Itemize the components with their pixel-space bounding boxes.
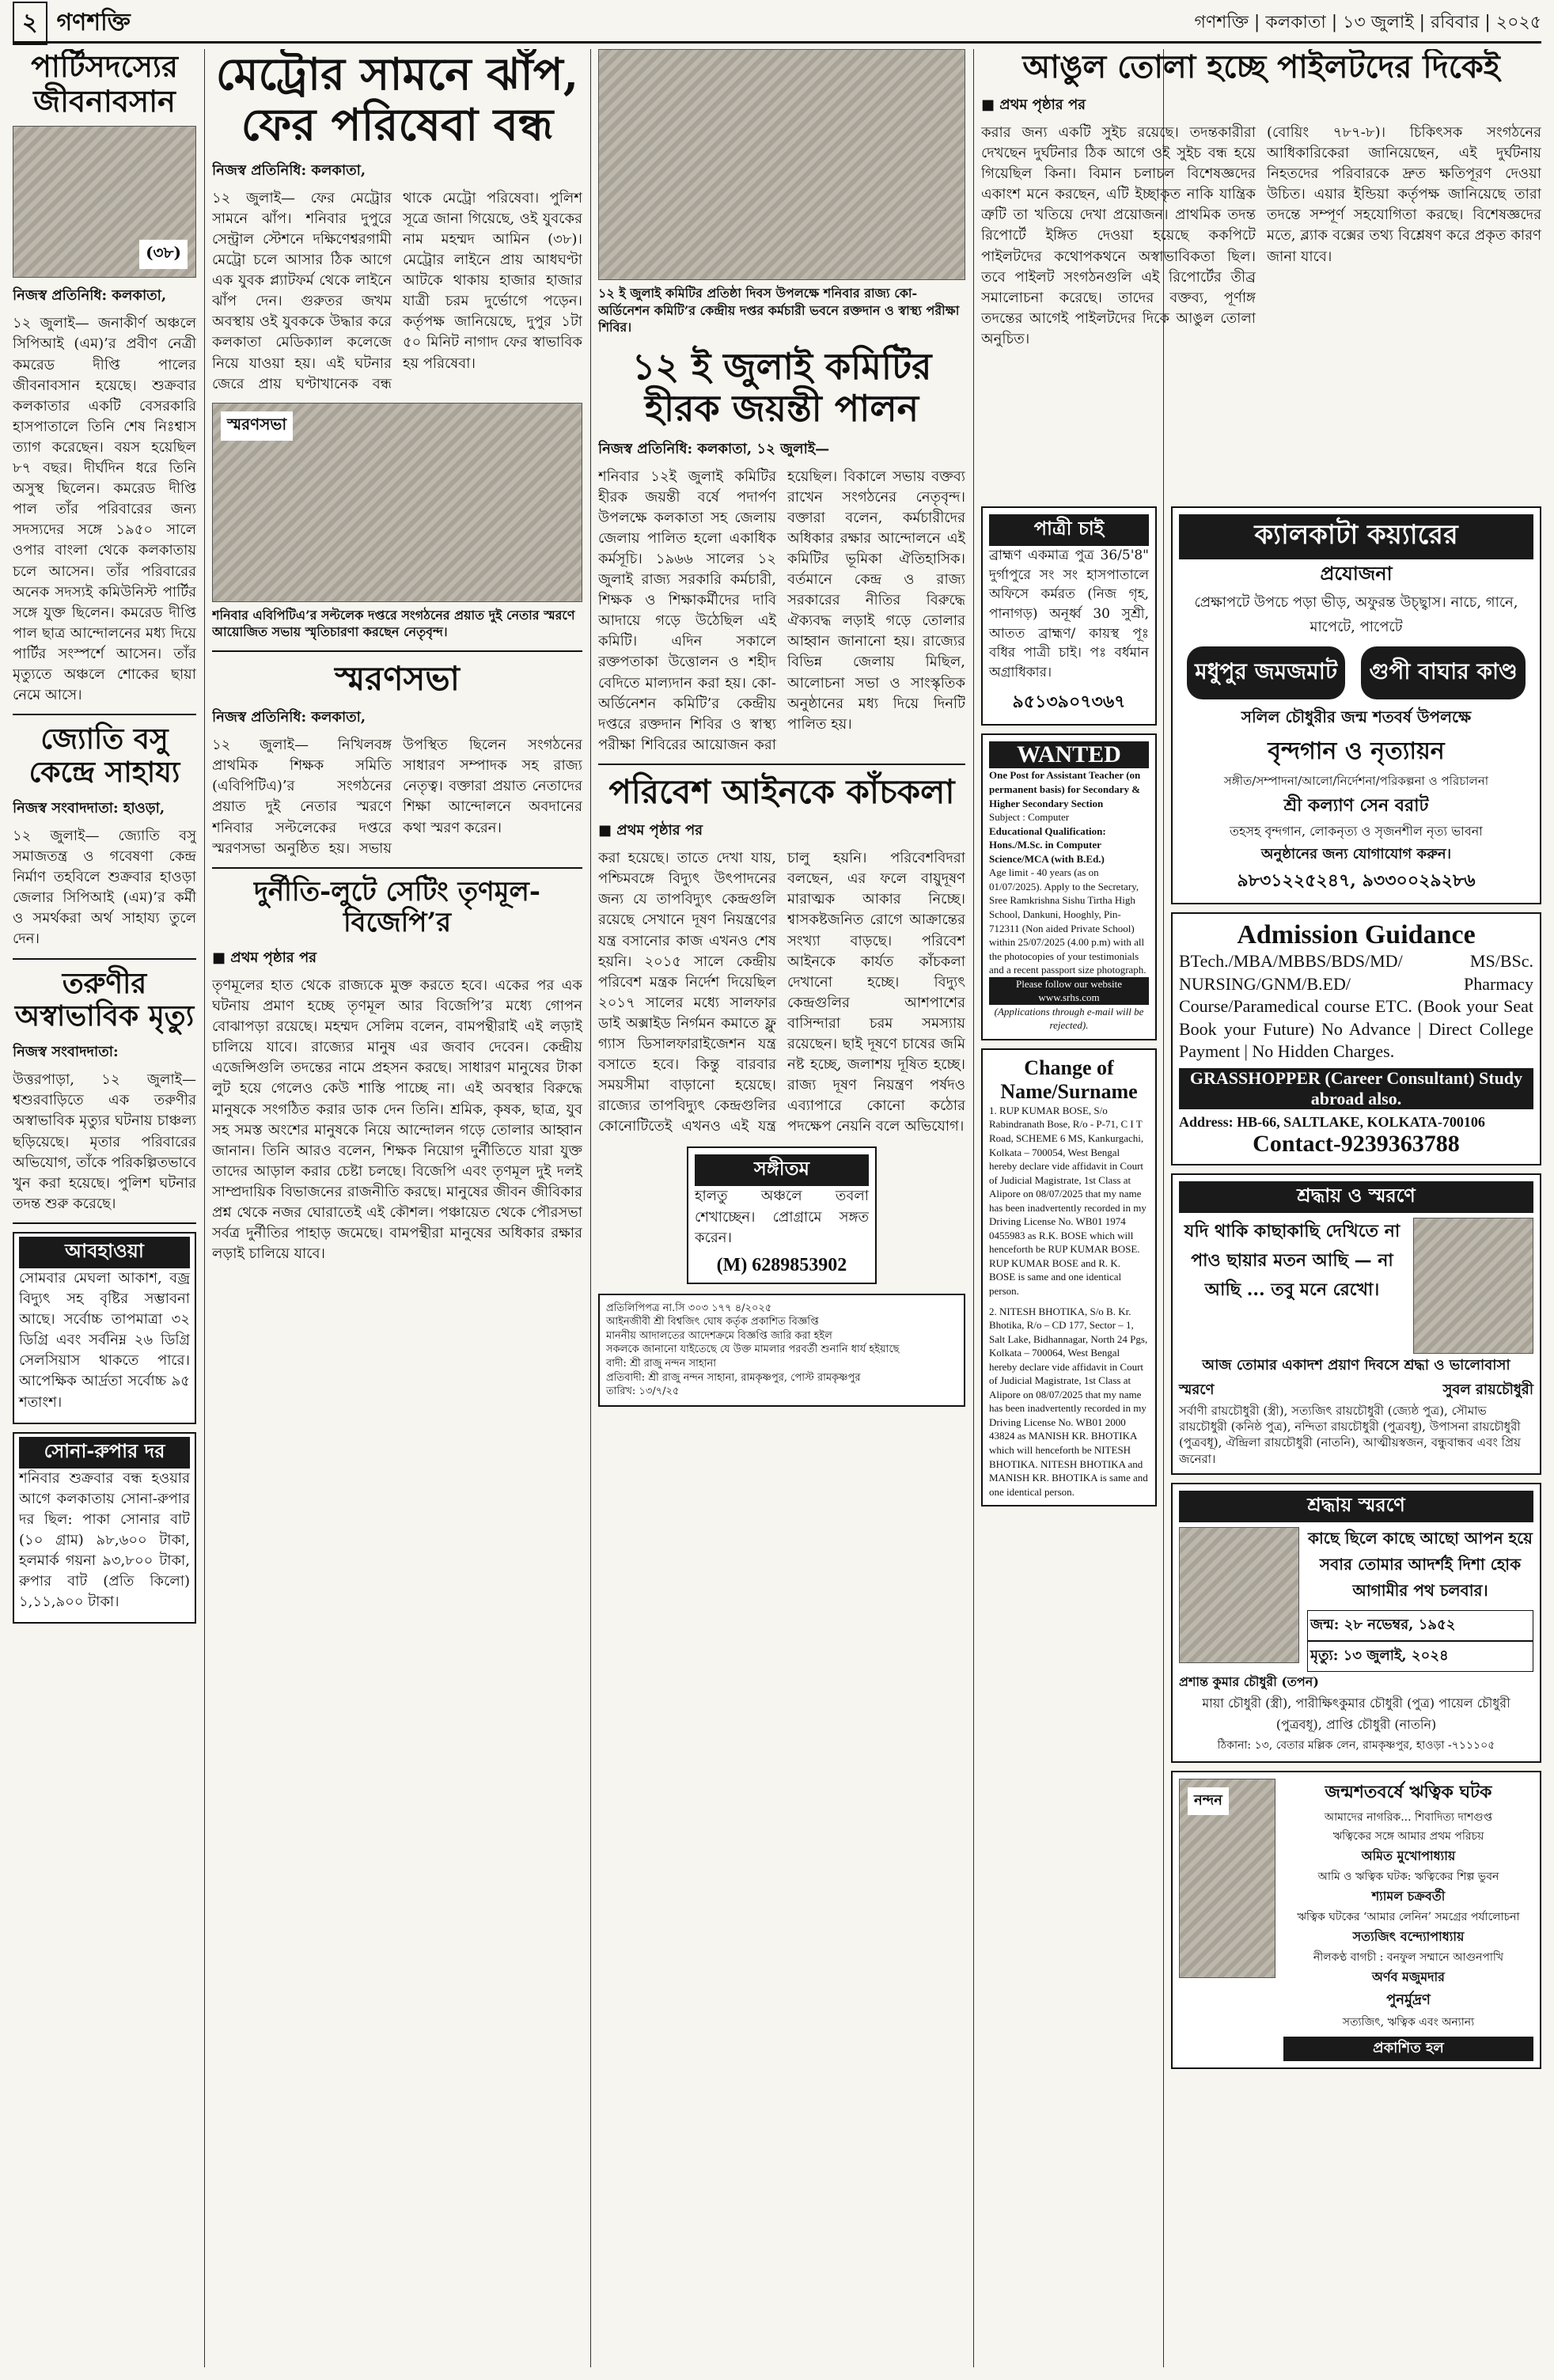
article-body: ১২ জুলাই— ফের মেট্রোর সামনে ঝাঁপ। শনিবার দুপুরে সেন্ট্রাল স্টেশনে দক্ষিণেশ্বরগামী মেট্রো চলে আসার ঠিক আগে এক যুবক প্ল্যাটফর্ম থেকে লাইনে ঝাঁপ দেন। গুরুতর জখম অবস্থায় ওই যুবককে উদ্ধার করে কলকাতা মেডিক্যাল কলেজে নিয়ে যাওয়া হয়। এই ঘটনার জেরে প্রায় ঘণ্টাখানেক বন্ধ থাকে মেট্রো পরিষেবা। পুলিশ সূত্রে জানা গিয়েছে, ওই যুবকের নাম মহম্মদ আমিন (৩৮)। মেট্রোর লাইনে প্রায় আধঘণ্টা আটকে থাকায় হাজার হাজার যাত্রী চরম দুর্ভোগে পড়েন। কর্তৃপক্ষ জানিয়েছে, দুপুর ১টা ৫০ মিনিট নাগাদ ফের স্বাভাবিক হয় পরিষেবা। [212, 189, 582, 392]
memorial-died: মৃত্যু: ১৩ জুলাই, ২০২৪ [1307, 1641, 1533, 1672]
calcutta-choir-ad [1171, 506, 1541, 904]
byline: নিজস্ব সংবাদদাতা: হাওড়া, [13, 799, 165, 817]
kicker: ■ প্রথম পৃষ্ঠার পর [981, 97, 1086, 113]
article-body: তৃণমূলের হাত থেকে রাজ্যকে মুক্ত করতে হবে। একের পর এক ঘটনায় প্রমাণ হচ্ছে তৃণমূল আর বিজেপি’র মধ্যে গোপন বোঝাপড়া রয়েছে। মহম্মদ সেলিম বলেন, বামপন্থীরাই এই লড়াই চালিয়ে যাবে। রাজ্যের মানুষ এর জবাব দেবেন। কেন্দ্রীয় এজেন্সিগুলি তদন্তের নামে প্রহসন করছে। সাধারণ মানুষের টাকা লুট হয়ে গেলেও কেউ শাস্তি পাচ্ছে না। এই অবস্থার বিরুদ্ধে মানুষকে সংগঠিত করার ডাক দেন তিনি। শ্রমিক, কৃষক, ছাত্র, যুব সহ সমস্ত অংশের মানুষকে নিয়ে আন্দোলন গড়ে তোলার আহ্বান জানান। তিনি আরও বলেন, শিক্ষক নিয়োগ দুর্নীতিতে যারা যুক্ত তাদের আড়াল করার চেষ্টা চলছে। বিজেপি এবং তৃণমূল দুই দলই সাম্প্রদায়িক বিভাজনের রাজনীতি করছে। মানুষের জীবন জীবিকার প্রশ্ন থেকে নজর ঘোরাতেই এই কৌশল। পঞ্চায়েত থেকে পৌরসভা সর্বত্র দুর্নীতির পাহাড় জমেছে। বামপন্থীরা মানুষের অধিকার রক্ষার লড়াই চালিয়ে যাবে। [212, 976, 582, 1263]
magazine-line: অর্ণব মজুমদার [1372, 1969, 1445, 1984]
page-number: ২ [13, 2, 47, 45]
name-change-notice [981, 1048, 1157, 1506]
magazine-line: সত্যজিৎ বন্দ্যোপাধ্যায় [1352, 1928, 1465, 1944]
byline: নিজস্ব প্রতিনিধি: কলকাতা, [212, 161, 366, 179]
memorial-title: শ্রদ্ধায় ও স্মরণে [1179, 1181, 1533, 1213]
byline: নিজস্ব প্রতিনিধি: কলকাতা, [13, 287, 167, 305]
ad-line: শ্রী কল্যাণ সেন বরাট [1283, 795, 1429, 816]
story-top-right [981, 49, 1541, 492]
headline: পরিবেশ আইনকে কাঁচকলা [608, 771, 955, 811]
gold-rate-title: সোনা-রুপার দর [19, 1437, 190, 1469]
photo-caption: শনিবার এবিপিটিএ’র সল্টলেক দপ্তরে সংগঠনের প্রয়াত দুই নেতার স্মরণে আয়োজিত সভায় স্মৃতিচারণা করছেন নেতৃবৃন্দ। [212, 607, 575, 640]
column-2 [212, 49, 582, 2367]
ad-line: তহসহ বৃন্দগান, লোকনৃত্য ও সৃজনশীল নৃত্য ভাবনা [1230, 824, 1483, 839]
event-photo [598, 49, 965, 280]
memorial-born: জন্ম: ২৮ নভেম্বর, ১৯৫২ [1307, 1610, 1533, 1641]
kicker: ■ প্রথম পৃষ্ঠার পর [598, 822, 703, 839]
gold-rate-box [13, 1432, 196, 1624]
column-rule [973, 49, 974, 2367]
name-change-title: Change of Name/Surname [1000, 1055, 1138, 1103]
wanted-post: One Post for Assistant Teacher (on permanent basis) for Secondary & Higher Secondary Section [989, 769, 1141, 809]
wanted-note: (Applications through e-mail will be rejected). [994, 1005, 1144, 1032]
magazine-line: শ্যামল চক্রবর্তী [1371, 1888, 1446, 1904]
magazine-line: অমিত মুখোপাধ্যায় [1361, 1848, 1456, 1863]
byline: নিজস্ব প্রতিনিধি: কলকাতা, ১২ জুলাই— [598, 440, 830, 457]
column-rule [590, 49, 591, 2367]
wanted-qualification: Educational Qualification: Hons./M.Sc. in Computer Science/MCA (with B.Ed.) [989, 824, 1106, 865]
column-1 [13, 49, 196, 2367]
kicker: ■ প্রথম পৃষ্ঠার পর [212, 949, 317, 966]
article-body: করা হয়েছে। তাতে দেখা যায়, পশ্চিমবঙ্গে বিদ্যুৎ উৎপাদনের জন্য যে তাপবিদ্যুৎ কেন্দ্রগুলি রয়েছে সেখানে দূষণ নিয়ন্ত্রণের যন্ত্র বসানোর কাজ এখনও শেষ হয়নি। ২০১৫ সালে কেন্দ্রীয় পরিবেশ মন্ত্রক নির্দেশ দিয়েছিল ২০১৭ সালের মধ্যে সালফার ডাই অক্সাইড নির্গমন কমাতে ফ্লু গ্যাস ডিসালফারাইজেশন যন্ত্র বসাতে হবে। কিন্তু বারবার সময়সীমা বাড়ানো হয়েছে। রাজ্যের তাপবিদ্যুৎ কেন্দ্রগুলির কোনোটিতেই এখনও এই যন্ত্র চালু হয়নি। পরিবেশবিদরা বলছেন, এর ফলে বায়ুদূষণ মারাত্মক আকার নিচ্ছে। শ্বাসকষ্টজনিত রোগে আক্রান্তের সংখ্যা বাড়ছে। পরিবেশ আইনকে কার্যত কাঁচকলা দেখানো হচ্ছে। বিদ্যুৎ কেন্দ্রগুলির আশপাশের বাসিন্দারা চরম সমস্যায় রয়েছেন। ছাই দূষণে চাষের জমি নষ্ট হচ্ছে, জলাশয় দূষিত হচ্ছে। রাজ্য দূষণ নিয়ন্ত্রণ পর্ষদও এব্যাপারে কোনো কঠোর পদক্ষেপ নেয়নি বলে অভিযোগ। [598, 850, 965, 1135]
wanted-website: Please follow our website www.srhs.com [989, 977, 1149, 1005]
memorial-line: আজ তোমার একাদশ প্রয়াণ দিবসে শ্রদ্ধা ও ভালোবাসা [1202, 1356, 1510, 1374]
memorial-notice-1 [1171, 1173, 1541, 1475]
admission-title: Admission Guidance [1237, 920, 1476, 949]
memorial-family: মায়া চৌধুরী (স্ত্রী), পারীক্ষিৎকুমার চৌধুরী (পুত্র) পায়েল চৌধুরী (পুত্রবধূ), প্রাপ্তি চৌধুরী (নাতনি) [1202, 1695, 1510, 1732]
weather-title: আবহাওয়া [19, 1237, 190, 1268]
headline: মেট্রোর সামনে ঝাঁপ, ফের পরিষেবা বন্ধ [215, 49, 579, 152]
event-photo [212, 403, 582, 602]
music-ad [687, 1146, 877, 1283]
ad-line: সঙ্গীত/সম্পাদনা/আলো/নির্দেশনা/পরিকল্পনা ও পরিচালনা [1223, 774, 1489, 788]
magazine-line: আমি ও ঋত্বিক ঘটক: ঋত্বিকের শিল্প ভুবন [1317, 1870, 1499, 1883]
article-body: উত্তরপাড়া, ১২ জুলাই— শ্বশুরবাড়িতে এক তরুণীর অস্বাভাবিক মৃত্যুর ঘটনায় চাঞ্চল্য ছড়িয়েছে। মৃতার পরিবারের অভিযোগ, তাঁকে পরিকল্পিতভাবে খুন করা হয়েছে। পুলিশ ঘটনার তদন্ত শুরু করেছে। [13, 1071, 196, 1212]
memorial-remember: স্মরণে [1179, 1381, 1215, 1398]
show-name-1: মধুপুর জমজমাট [1187, 646, 1345, 699]
ad-phone: ৯৮৩১২২৫২৪৭, ৯৩৩০০২৯২৮৬ [1237, 870, 1476, 891]
headline: পার্টিসদস্যের জীবনাবসান [31, 49, 178, 119]
classified-phone: ৯৫১৩৯০৭৩৬৭ [1012, 692, 1126, 713]
magazine-line: আমাদের নাগরিক... শিবাদিত্য দাশগুপ্ত [1324, 1810, 1493, 1824]
article-body: ১২ জুলাই— জনাকীর্ণ অঞ্চলে সিপিআই (এম)’র প্রবীণ নেত্রী কমরেড দীপ্তি পালের জীবনাবসান হয়েছে। শুক্রবার কলকাতার একটি বেসরকারি হাসপাতালে তিনি শেষ নিঃশ্বাস ত্যাগ করেছেন। বয়স হয়েছিল ৮৭ বছর। দীর্ঘদিন ধরে তিনি অসুস্থ ছিলেন। কমরেড দীপ্তি পাল তাঁর পরিবারের জন্য সদস্যদের সঙ্গে ১৯৫০ সালে ওপার বাংলা থেকে কলকাতায় চলে আসেন। তাঁর পরিবারের অনেক সদস্যই কমিউনিস্ট পার্টির সঙ্গে যুক্ত ছিলেন। কমরেড দীপ্তি পাল ছাত্র আন্দোলনের মধ্য দিয়ে পার্টির সংস্পর্শে আসেন। তাঁর মৃত্যুতে অঞ্চলে শোকের ছায়া নেমে আসে। [13, 315, 196, 704]
memorial-poem: যদি থাকি কাছাকাছি দেখিতে না পাও ছায়ার মতন আছি — না আছি ... তবু মনে রেখো। [1184, 1220, 1400, 1300]
wanted-title: WANTED [989, 741, 1149, 768]
magazine-line: পুনর্মুদ্রণ [1386, 1991, 1431, 2008]
weather-box [13, 1232, 196, 1424]
memorial-poem: কাছে ছিলে কাছে আছো আপন হয়ে সবার তোমার আদর্শই দিশা হোক আগামীর পথ চলবার। [1308, 1528, 1533, 1600]
dateline: গণশক্তি | কলকাতা | ১৩ জুলাই | রবিবার | ২০২৫ [1194, 12, 1541, 32]
article-body: করার জন্য একটি সুইচ রয়েছে। তদন্তকারীরা দেখছেন দুর্ঘটনার ঠিক আগে ওই সুইচ বন্ধ হয়ে গিয়েছিল কিনা। বিমান চলাচল বিশেষজ্ঞদের একাংশ মনে করছেন, এটি ইচ্ছাকৃত নাকি যান্ত্রিক ত্রুটি তা খতিয়ে দেখা প্রয়োজন। প্রাথমিক তদন্ত রিপোর্টে ইঙ্গিত দেওয়া হয়েছে ককপিটে পাইলটদের কথোপকথনে অস্বাভাবিকতা ছিল। তবে পাইলট সংগঠনগুলি এই রিপোর্টের তীব্র সমালোচনা করেছে। তাদের বক্তব্য, পূর্ণাঙ্গ তদন্তের আগেই পাইলটদের দিকে আঙুল তোলা অনুচিত। [981, 124, 1256, 347]
legal-notice [598, 1294, 965, 1407]
article-body: শনিবার ১২ই জুলাই কমিটির হীরক জয়ন্তী বর্ষে পদার্পণ উপলক্ষে কলকাতা সহ জেলায় জেলায় পালিত হলো একাধিক কর্মসূচি। ১৯৬৬ সালের ১২ জুলাই রাজ্য সরকারি কর্মচারী, শিক্ষক ও শিক্ষাকর্মীদের দাবি আদায়ে গড়ে উঠেছিল এই কমিটি। এদিন সকালে রক্তপতাকা উত্তোলন ও শহীদ বেদিতে মাল্যদান করা হয়। কো-অর্ডিনেশন কমিটি’র কেন্দ্রীয় দপ্তরে রক্তদান শিবির ও স্বাস্থ্য পরীক্ষা শিবিরের আয়োজন করা হয়েছিল। বিকালে সভায় বক্তব্য রাখেন সংগঠনের নেতৃবৃন্দ। বক্তারা বলেন, কর্মচারীদের অধিকার রক্ষার আন্দোলনে এই কমিটির ভূমিকা ঐতিহাসিক। বর্তমানে কেন্দ্র ও রাজ্য সরকারের নীতির বিরুদ্ধে ঐক্যবদ্ধ লড়াই গড়ে তোলার আহ্বান জানানো হয়। রাজ্যের বিভিন্ন জেলায় মিছিল, আলোচনা সভা ও সাংস্কৃতিক অনুষ্ঠানের মধ্য দিয়ে দিনটি পালিত হয়। [598, 468, 965, 753]
magazine-name: নন্দন [1188, 1787, 1229, 1815]
classified-title: পাত্রী চাই [989, 514, 1149, 546]
article-body-continued: (বোয়িং ৭৮৭-৮)। চিকিৎসক সংগঠনের আধিকারিকেরা জানিয়েছেন, এই দুর্ঘটনায় নিহতদের পরিবারকে দ্রুত ক্ষতিপূরণ দেওয়া উচিত। এয়ার ইন্ডিয়া কর্তৃপক্ষ জানিয়েছে তারা তদন্তে সম্পূর্ণ সহযোগিতা করছে। বিশেষজ্ঞদের মতে, ব্ল্যাক বক্সের তথ্য বিশ্লেষণ করে প্রকৃত কারণ জানা যাবে। [1267, 124, 1541, 265]
photo-caption: ১২ ই জুলাই কমিটির প্রতিষ্ঠা দিবস উপলক্ষে শনিবার রাজ্য কো-অর্ডিনেশন কমিটি’র কেন্দ্রীয় দপ্তর কর্মচারী ভবনে রক্তদান ও স্বাস্থ্য পরীক্ষা শিবির। [598, 286, 960, 335]
notice-line: প্রতিলিপিপত্র না.সি ৩০৩ ১৭৭ ৪/২০২৫ [606, 1302, 772, 1314]
ad-subtitle: প্রযোজনা [1320, 562, 1393, 585]
notice-line: মাননীয় আদালতের আদেশক্রমে বিজ্ঞপ্তি জারি করা হইল [606, 1329, 832, 1342]
portrait-photo [13, 126, 196, 278]
article-body: ১২ জুলাই— জ্যোতি বসু সমাজতন্ত্র ও গবেষণা কেন্দ্র নির্মাণ তহবিলে শুক্রবার হাওড়া জেলার সিপিআই (এম)’র কর্মী ও সমর্থকরা অর্থ সাহায্য তুলে দেন। [13, 827, 196, 948]
gold-rate-body: শনিবার শুক্রবার বন্ধ হওয়ার আগে কলকাতায় সোনা-রুপার দর ছিল: পাকা সোনার বাট (১০ গ্রাম) ৯৮,৬০০ টাকা, হলমার্ক গয়না ৯৩,৮০০ টাকা, রুপার বাট (প্রতি কিলো) ১,১১,৯০০ টাকা। [19, 1469, 190, 1611]
ad-line: বৃন্দগান ও নৃত্যায়ন [1268, 737, 1445, 765]
music-ad-title: সঙ্গীতম [695, 1154, 869, 1186]
magazine-footer: প্রকাশিত হল [1283, 2037, 1533, 2061]
name-change-entry-1: 1. RUP KUMAR BOSE, S/o Rabindranath Bose, R/o - P-71, C I T Road, SCHEME 6 MS, Kankurgachi, Kolkata – 700054, West Bengal hereby declare vide affidavit in Court of Judicial Magistrate, 1st Class at Alipore on 08/07/2025 that my name has been inadvertently recorded in my Driving License No. WB01 1974 0455983 as R.K. BOSE which will henceforth be RUP KUMAR BOSE. RUP KUMAR BOSE and R. K. BOSE is same and one identical person. [989, 1104, 1147, 1297]
byline: নিজস্ব সংবাদদাতা: [13, 1044, 119, 1061]
masthead [13, 5, 1541, 44]
nandan-magazine-ad [1171, 1771, 1541, 2069]
headline: জ্যোতি বসু কেন্দ্রে সাহায্য [28, 722, 180, 789]
article-body: ১২ জুলাই— নিখিলবঙ্গ প্রাথমিক শিক্ষক সমিতি (এবিপিটিএ)’র সংগঠনের প্রয়াত দুই নেতার স্মরণে শনিবার সল্টলেকের দপ্তরে স্মরণসভা অনুষ্ঠিত হয়। সভায় উপস্থিত ছিলেন সংগঠনের সাধারণ সম্পাদক সহ রাজ্য নেতৃত্ব। বক্তারা প্রয়াত নেতাদের শিক্ষা আন্দোলনে অবদানের কথা স্মরণ করেন। [212, 737, 582, 857]
classified-body: ব্রাহ্মণ একমাত্র পুত্র 36/5'8" দুর্গাপুরে সং সং হাসপাতালে অফিসে কর্মরত (নিজ গৃহ, পানাগড়) অনূর্ধ্ব 30 সুশ্রী, আতত ব্রাহ্মণ/ কায়স্থ পূঃ বধির পাত্রী চাই। পঃ বর্ধমান অগ্রাধিকার। [989, 548, 1149, 680]
headline: দুর্নীতি-লুটে সেটিং তৃণমূল-বিজেপি’র [254, 875, 540, 938]
column-5 [1171, 506, 1541, 2366]
memorial-notice-2 [1171, 1483, 1541, 1763]
memorial-portrait [1179, 1527, 1299, 1663]
admission-ad [1171, 912, 1541, 1165]
masthead-left [13, 2, 131, 45]
column-4 [981, 506, 1157, 2366]
admission-address: Address: HB-66, SALTLAKE, KOLKATA-700106 [1179, 1113, 1485, 1130]
column-3 [598, 49, 965, 2367]
memorial-name: সুবল রায়চৌধুরী [1442, 1381, 1533, 1398]
magazine-line: সত্যজিৎ, ঋত্বিক এবং অন্যান্য [1342, 2015, 1475, 2029]
admission-contact: Contact-9239363788 [1253, 1130, 1460, 1157]
paper-name: গণশক্তি [56, 8, 131, 36]
headline: তরুণীর অস্বাভাবিক মৃত্যু [14, 966, 195, 1033]
ad-tagline: প্রেক্ষাপটে উপচে পড়া ভীড়, অফুরন্ত উচ্ছ্বাস। নাচে, গানে, মাপেটে, পাপেটে [1194, 594, 1518, 635]
column-rule [204, 49, 205, 2367]
music-ad-phone: (M) 6289853902 [716, 1254, 847, 1275]
memorial-family: সর্বাণী রায়চৌধুরী (স্ত্রী), সত্যজিৎ রায়চৌধুরী (জ্যেষ্ঠ পুত্র), সৌমাভ রায়চৌধুরী (কনিষ্ঠ পুত্র), নন্দিতা রায়চৌধুরী (পুত্রবধূ), উপাসনা রায়চৌধুরী (পুত্রবধূ), ঐন্দ্রিলা রায়চৌধুরী (নাতনি), আত্মীয়স্বজন, বন্ধুবান্ধব এবং প্রিয় জনেরা। [1179, 1403, 1521, 1466]
ad-title: ক্যালকাটা কয়্যারের [1179, 514, 1533, 559]
weather-body: সোমবার মেঘলা আকাশ, বজ্র বিদ্যুৎ সহ বৃষ্টির সম্ভাবনা আছে। সর্বোচ্চ তাপমাত্রা ৩২ ডিগ্রি এবং সর্বনিম্ন ২৬ ডিগ্রি সেলসিয়াস থাকতে পারে। আপেক্ষিক আর্দ্রতা সর্বোচ্চ ৯৫ শতাংশ। [19, 1269, 190, 1411]
memorial-address: ঠিকানা: ১৩, বেতার মল্লিক লেন, রামকৃষ্ণপুর, হাওড়া -৭১১১০৫ [1217, 1738, 1495, 1752]
wanted-subject: Subject : Computer [989, 811, 1070, 824]
headline: আঙুল তোলা হচ্ছে পাইলটদের দিকেই [1022, 49, 1500, 85]
name-change-entry-2: 2. NITESH BHOTIKA, S/o B. Kr. Bhotika, R/o – CD 177, Sector – 1, Salt Lake, Bidhannagar, North 24 Pgs, Kolkata – 700064, West Bengal hereby declare vide affidavit in Court of Judicial Magistrate, 1st Class at Alipore on 08/07/2025 that my name has been inadvertently recorded in my Driving License No. WB01 2000 43824 as MANISH KR. BHOTIKA which will henceforth be NITESH BHOTIKA. NITESH BHOTIKA and MANISH KR. BHOTIKA is same and one identical person. [989, 1305, 1148, 1498]
notice-line: তারিখ: ১৩/৭/২৫ [606, 1385, 680, 1398]
admission-body: BTech./MBA/MBBS/BDS/MD/ MS/BSc. NURSING/GNM/B.ED/ Pharmacy Course/Paramedical course ETC. (Book your Seat Book your Future) No Advance | Direct College Payment | No Hidden Charges. [1179, 951, 1533, 1062]
magazine-cover [1179, 1779, 1275, 1978]
admission-consultant: GRASSHOPPER (Career Consultant) Study abroad also. [1179, 1068, 1533, 1109]
magazine-line: নীলকণ্ঠ বাগচী : বনফুল সম্মানে আগুনপাখি [1313, 1950, 1504, 1964]
headline: স্মরণসভা [335, 658, 460, 698]
ad-line: অনুষ্ঠানের জন্য যোগাযোগ করুন। [1260, 846, 1452, 862]
memorial-portrait [1413, 1218, 1533, 1354]
notice-line: বাদী: শ্রী রাজু নন্দন সাহানা [606, 1357, 716, 1370]
photo-banner-text: স্মরণসভা [221, 411, 293, 441]
byline: নিজস্ব প্রতিনিধি: কলকাতা, [212, 709, 366, 726]
classified-bride-wanted [981, 506, 1157, 726]
wanted-age: Age limit - 40 years (as on 01/07/2025). Apply to the Secretary, Sree Ramkrishna Sishu Tirtha High School, Dankuni, Hooghly, Pin-712311 (Non aided Private School) within 25/07/2025 (4.00 p.m) with all the photocopies of your testimonials and a recent passport size photograph. [989, 866, 1147, 976]
wanted-ad [981, 733, 1157, 1040]
memorial-name: প্রশান্ত কুমার চৌধুরী (তপন) [1179, 1673, 1319, 1689]
magazine-headline: জন্মশতবর্ষে ঋত্বিক ঘটক [1325, 1781, 1492, 1802]
show-name-2: গুপী বাঘার কাণ্ড [1361, 646, 1525, 699]
magazine-line: ঋত্বিকের সঙ্গে আমার প্রথম পরিচয় [1332, 1829, 1484, 1843]
notice-line: আইনজীবী শ্রী বিশ্বজিৎ ঘোষ কর্তৃক প্রকাশিত বিজ্ঞপ্তি [606, 1316, 819, 1328]
memorial-title: শ্রদ্ধায় স্মরণে [1179, 1491, 1533, 1522]
notice-line: প্রতিবাদী: শ্রী রাজু নন্দন সাহানা, রামকৃষ্ণপুর, পোস্ট রামকৃষ্ণপুর [606, 1371, 861, 1384]
notice-line: সকলকে জানানো যাইতেছে যে উক্ত মামলার পরবর্তী শুনানি ধার্য হইয়াছে [606, 1343, 900, 1356]
magazine-line: ঋত্বিক ঘটকের ‘আমার লেনিন’ সমগ্রের পর্যালোচনা [1297, 1910, 1520, 1923]
photo-label: (৩৮) [139, 240, 188, 269]
headline: ১২ ই জুলাই কমিটির হীরক জয়ন্তী পালন [631, 344, 932, 430]
ad-line: সলিল চৌধুরীর জন্ম শতবর্ষ উপলক্ষে [1241, 707, 1472, 726]
music-ad-body: হালতু অঞ্চলে তবলা শেখাচ্ছেন। প্রোগ্রামে সঙ্গত করেন। [695, 1188, 869, 1246]
